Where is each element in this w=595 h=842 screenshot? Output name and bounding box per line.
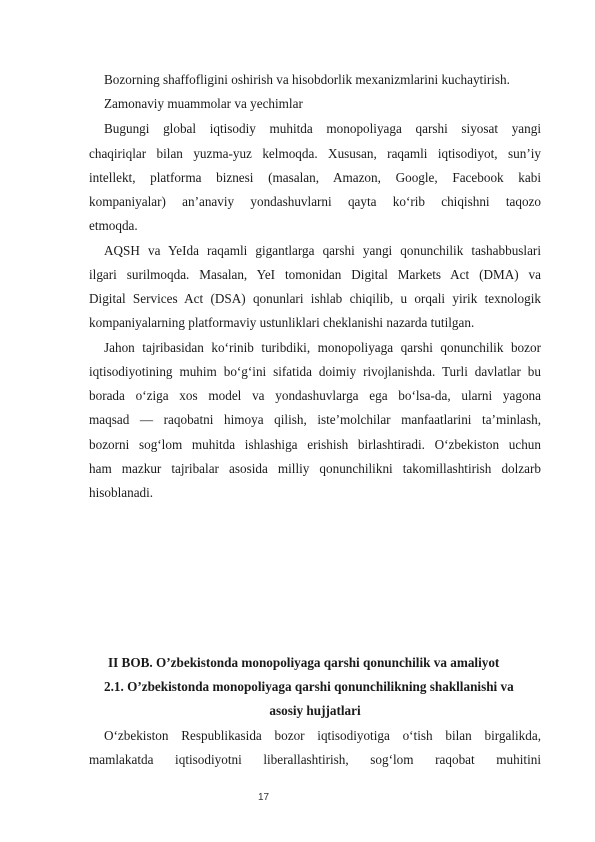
paragraph-3-line: iqtisodiyotining muhim bo‘g‘ini sifatida doimiy rivojlanishda. Turli davlatlar bu [89,364,541,379]
intro-line-1: Bozorning shaffofligini oshirish va hisobdorlik mexanizmlarini kuchaytirish. [104,72,510,87]
page-number: 17 [258,792,270,803]
paragraph-4-line: mamlakatda iqtisodiyotni liberallashtirish, sog‘lom raqobat muhitini [89,752,541,767]
paragraph-3-line: Jahon tajribasidan ko‘rinib turibdiki, monopoliyaga qarshi qonunchilik bozor [104,340,541,355]
paragraph-2-line: ilgari surilmoqda. Masalan, YeI tomonidan Digital Markets Act (DMA) va [89,267,541,282]
paragraph-2-line: Digital Services Act (DSA) qonunlari ishlab chiqilib, u orqali yirik texnologik [89,291,541,306]
paragraph-3-line: bozorni sog‘lom muhitda ishlashiga erishish birlashtiradi. O‘zbekiston uchun [89,437,541,452]
section-title-continued: asosiy hujjatlari [269,703,361,718]
paragraph-3-line: hisoblanadi. [89,485,154,500]
chapter-title: II BOB. O’zbekistonda monopoliyaga qarshi qonunchilik va amaliyot [108,655,500,670]
paragraph-1-line: Bugungi global iqtisodiy muhitda monopoliyaga qarshi siyosat yangi [104,121,541,136]
paragraph-2-line: kompaniyalarning platformaviy ustunliklari cheklanishi nazarda tutilgan. [89,315,475,330]
intro-line-2: Zamonaviy muammolar va yechimlar [104,96,303,111]
paragraph-1-line: kompaniyalar) an’anaviy yondashuvlarni qayta ko‘rib chiqishni taqozo [89,194,541,209]
paragraph-1-line: intellekt, platforma biznesi (masalan, Amazon, Google, Facebook kabi [89,170,541,185]
paragraph-4-line: O‘zbekiston Respublikasida bozor iqtisodiyotiga o‘tish bilan birgalikda, [104,728,541,743]
section-title: 2.1. O’zbekistonda monopoliyaga qarshi qonunchilikning shakllanishi va [104,679,514,694]
paragraph-1-line: etmoqda. [89,218,138,233]
paragraph-1-line: chaqiriqlar bilan yuzma-yuz kelmoqda. Xususan, raqamli iqtisodiyot, sun’iy [89,146,541,161]
paragraph-3-line: borada o‘ziga xos model va yondashuvlarga ega bo‘lsa-da, ularni yagona [89,388,541,403]
paragraph-3-line: ham mazkur tajribalar asosida milliy qonunchilikni takomillashtirish dolzarb [89,461,541,476]
paragraph-2-line: AQSH va YeIda raqamli gigantlarga qarshi yangi qonunchilik tashabbuslari [104,243,541,258]
paragraph-3-line: maqsad — raqobatni himoya qilish, iste’molchilar manfaatlarini ta’minlash, [89,412,541,427]
